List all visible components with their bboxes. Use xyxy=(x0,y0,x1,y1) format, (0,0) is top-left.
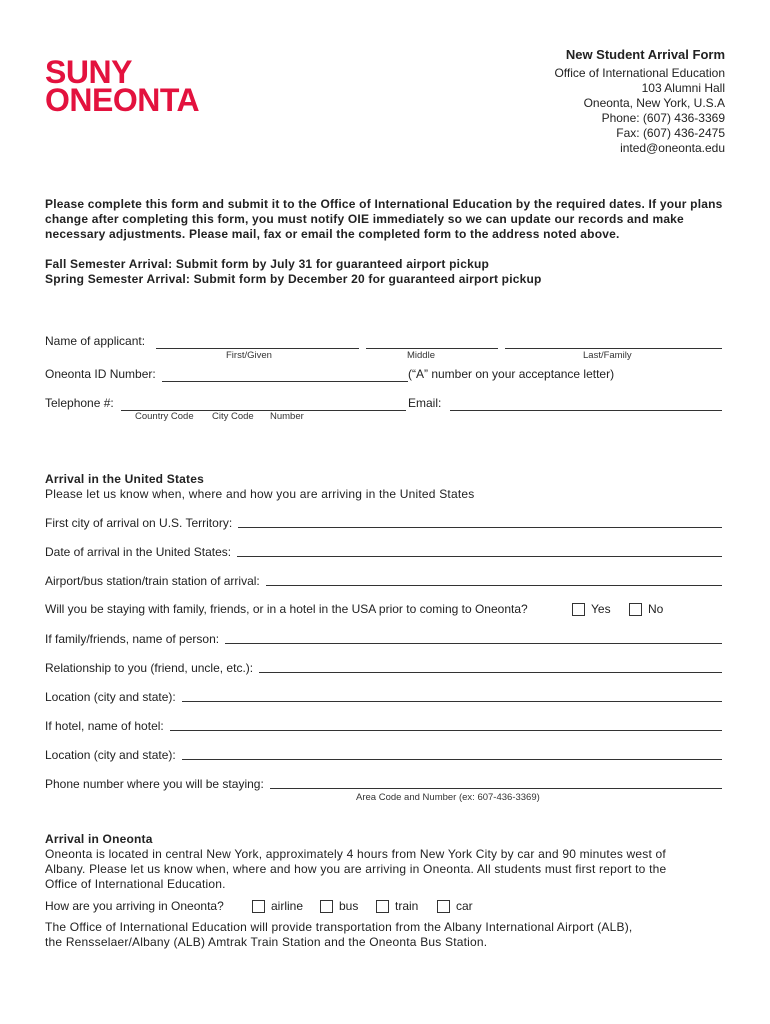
id-label: Oneonta ID Number: xyxy=(45,367,156,381)
name-label: Name of applicant: xyxy=(45,334,146,348)
arrival-date-row xyxy=(45,543,722,559)
train-label: train xyxy=(395,899,419,913)
telephone-label: Telephone #: xyxy=(45,396,114,410)
location-label-1: Location (city and state): xyxy=(45,690,176,704)
person-label: If family/friends, name of person: xyxy=(45,632,220,646)
staying-yes-option[interactable] xyxy=(572,602,611,616)
intro-paragraph: Please complete this form and submit it to the Office of International Education by the required dates. If your plans change after completing this form, you must notify OIE immediately so we can update our records and make necessary adjustments. Please mail, fax or email the completed form to the address noted above. xyxy=(45,197,723,241)
id-field[interactable] xyxy=(162,369,408,382)
last-name-hint: Last/Family xyxy=(583,350,632,361)
office-address-1: 103 Alumni Hall xyxy=(641,81,725,95)
car-option[interactable] xyxy=(437,899,473,913)
staying-question: Will you be staying with family, friends, or in a hotel in the USA prior to coming to Oneonta? xyxy=(45,602,528,616)
location-row-1 xyxy=(45,688,722,704)
last-name-field[interactable] xyxy=(505,336,722,349)
middle-name-hint: Middle xyxy=(407,350,435,361)
transport-line-1: The Office of International Education will provide transportation from the Albany International Airport (ALB), xyxy=(45,920,633,934)
train-option[interactable] xyxy=(376,899,418,913)
form-title: New Student Arrival Form xyxy=(565,47,725,62)
person-row xyxy=(45,630,722,646)
bus-checkbox[interactable] xyxy=(320,900,333,913)
office-fax: Fax: (607) 436-2475 xyxy=(616,126,725,140)
relationship-label: Relationship to you (friend, uncle, etc.): xyxy=(45,661,254,675)
location-row-2 xyxy=(45,746,722,762)
phone-staying-field[interactable] xyxy=(270,776,722,789)
yes-checkbox[interactable] xyxy=(572,603,585,616)
logo-line-1: SUNY xyxy=(45,54,132,90)
office-phone: Phone: (607) 436-3369 xyxy=(601,111,725,125)
arrival-station-field[interactable] xyxy=(266,573,722,586)
office-email: inted@oneonta.edu xyxy=(620,141,725,155)
spring-deadline: Spring Semester Arrival: Submit form by December 20 for guaranteed airport pickup xyxy=(45,272,542,286)
hotel-field[interactable] xyxy=(170,718,722,731)
us-arrival-heading: Arrival in the United States xyxy=(45,472,204,486)
location-field-2[interactable] xyxy=(182,747,722,760)
transport-line-2: the Rensselaer/Albany (ALB) Amtrak Train Station and the Oneonta Bus Station. xyxy=(45,935,488,949)
first-city-field[interactable] xyxy=(238,515,722,528)
no-label: No xyxy=(648,602,664,616)
office-address-2: Oneonta, New York, U.S.A xyxy=(583,96,725,110)
person-field[interactable] xyxy=(225,631,722,644)
car-checkbox[interactable] xyxy=(437,900,450,913)
arrival-station-label: Airport/bus station/train station of arrival: xyxy=(45,574,260,588)
relationship-row xyxy=(45,659,722,675)
first-city-label: First city of arrival on U.S. Territory: xyxy=(45,516,233,530)
id-note: (“A” number on your acceptance letter) xyxy=(408,367,615,381)
first-name-hint: First/Given xyxy=(226,350,272,361)
oneonta-arrival-text: Oneonta is located in central New York, approximately 4 hours from New York City by car and 90 minutes west of Albany. Please let us know when, where and how you are arriving in Oneonta. All students must first report to the Office of International Education. xyxy=(45,847,667,891)
arrival-date-field[interactable] xyxy=(237,544,722,557)
city-code-hint: City Code xyxy=(212,411,254,422)
airline-checkbox[interactable] xyxy=(252,900,265,913)
how-arriving-label: How are you arriving in Oneonta? xyxy=(45,899,224,913)
location-field-1[interactable] xyxy=(182,689,722,702)
hotel-label: If hotel, name of hotel: xyxy=(45,719,164,733)
car-label: car xyxy=(456,899,473,913)
oneonta-arrival-heading: Arrival in Oneonta xyxy=(45,832,153,846)
first-city-row xyxy=(45,514,722,530)
relationship-field[interactable] xyxy=(259,660,722,673)
staying-no-option[interactable] xyxy=(629,602,663,616)
airline-option[interactable] xyxy=(252,899,303,913)
phone-staying-label: Phone number where you will be staying: xyxy=(45,777,264,791)
us-arrival-subheading: Please let us know when, where and how you are arriving in the United States xyxy=(45,487,475,501)
office-header xyxy=(554,46,725,156)
bus-label: bus xyxy=(339,899,359,913)
middle-name-field[interactable] xyxy=(366,336,498,349)
yes-label: Yes xyxy=(591,602,611,616)
suny-oneonta-logo xyxy=(45,54,200,118)
no-checkbox[interactable] xyxy=(629,603,642,616)
phone-staying-hint: Area Code and Number (ex: 607-436-3369) xyxy=(356,792,540,803)
bus-option[interactable] xyxy=(320,899,358,913)
arrival-station-row xyxy=(45,572,722,588)
telephone-field[interactable] xyxy=(121,398,406,411)
fall-deadline: Fall Semester Arrival: Submit form by July 31 for guaranteed airport pickup xyxy=(45,257,489,271)
country-code-hint: Country Code xyxy=(135,411,194,422)
logo-line-2: ONEONTA xyxy=(45,82,200,118)
number-hint: Number xyxy=(270,411,304,422)
email-label: Email: xyxy=(408,396,442,410)
airline-label: airline xyxy=(271,899,304,913)
phone-staying-row xyxy=(45,775,722,791)
hotel-row xyxy=(45,717,722,733)
train-checkbox[interactable] xyxy=(376,900,389,913)
location-label-2: Location (city and state): xyxy=(45,748,176,762)
first-name-field[interactable] xyxy=(156,336,359,349)
arrival-date-label: Date of arrival in the United States: xyxy=(45,545,232,559)
office-name: Office of International Education xyxy=(554,66,725,80)
email-field[interactable] xyxy=(450,398,722,411)
